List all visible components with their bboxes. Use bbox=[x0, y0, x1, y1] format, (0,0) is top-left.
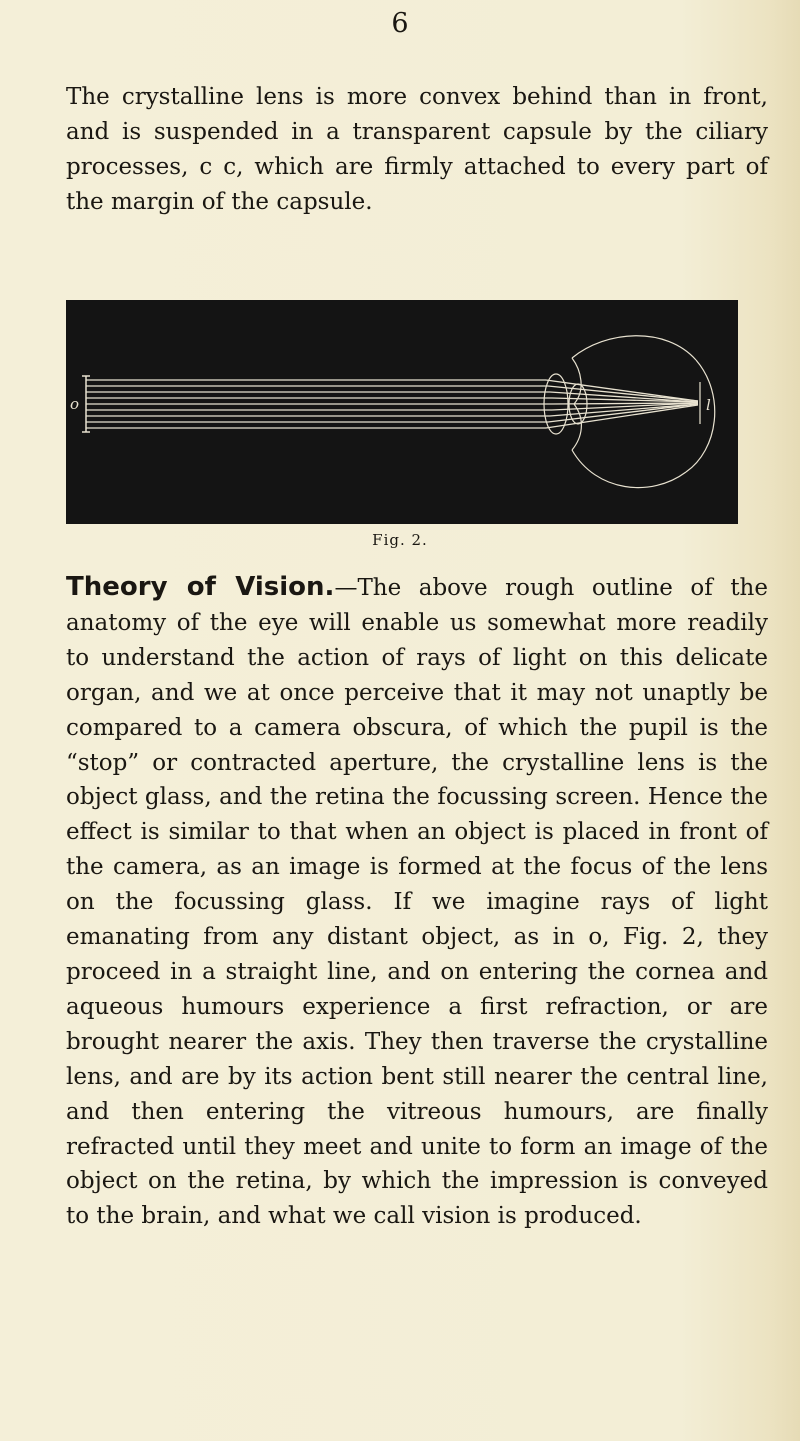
figure-plate bbox=[66, 300, 738, 524]
figure-caption: Fig. 2. bbox=[372, 531, 428, 549]
label-l: l bbox=[706, 396, 711, 414]
section-heading: Theory of Vision. bbox=[66, 572, 335, 602]
page-number: 6 bbox=[391, 8, 409, 39]
section-body: —The above rough outline of the anatomy of the eye will enable us somewhat more readily to understand the action of rays of light on this delicate organ, and we at once perceive that it may not unaptly be compared to a camera obscura, of which the pupil is the “stop” or contracted aperture, the crystalline lens is the object glass, and the retina the focussing screen. Hence the effect is similar to that when an object is placed in front of the camera, as an image is formed at the focus of the lens on the focussing glass. If we imagine rays of light emanating from any distant object, as in o, Fig. 2, they proceed in a straight line, and on entering the cornea and aqueous humours experience a first refraction, or are brought nearer the axis. They then traverse the crystalline lens, and are by its action bent still nearer the central line, and then entering the vitreous humours, are finally refracted until they meet and unite to form an image of the object on the retina, by which the impression is conveyed to the brain, and what we call vision is produced. bbox=[66, 575, 768, 1230]
paragraph-lens: The crystalline lens is more convex behind than in front, and is suspended in a transparent capsule by the ciliary processes, c c, which are firmly attached to every part of the margin of the capsule. bbox=[66, 84, 768, 215]
paragraph-theory bbox=[66, 570, 768, 1234]
eye-figure bbox=[66, 300, 738, 524]
label-o: o bbox=[70, 395, 80, 413]
